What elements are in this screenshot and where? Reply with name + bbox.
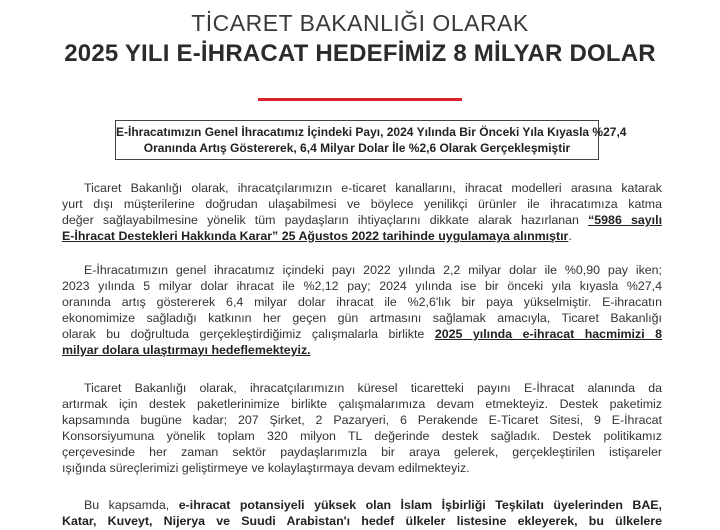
paragraph-text: olarak bu doğrultuda gerçekleştirdiğimiz çalışmalarla birlikte [62, 327, 435, 341]
paragraph-line: artırmak için destek paketlerinimize birlikte çalışmalarımıza devam etmekteyiz. Destek paketimiz [62, 397, 662, 411]
target-countries-highlight: e-ihracat potansiyeli yüksek olan İslam İşbirliği Teşkilatı üyelerinden BAE, [178, 498, 662, 512]
summary-box [115, 120, 627, 160]
target-highlight: 2025 yılında e-ihracat hacmimizi 8 [434, 327, 663, 341]
paragraph-line: ekonomimize sağladığı katkının her geçen gün artmasını sağlamak amacıyla, Ticaret Bakanlığı [62, 311, 662, 325]
paragraph-line: çerçevesinde her zaman sektör paydaşlarımızla bir araya gelerek, gerçekleştirilen istişareler [62, 445, 662, 459]
paragraph-1 [62, 180, 662, 244]
paragraph-4 [62, 497, 662, 529]
summary-line: Oranında Artış Göstererek, 6,4 Milyar Dolar İle %2,6 Olarak Gerçekleşmiştir [143, 141, 571, 155]
paragraph-line [62, 326, 662, 342]
page-subtitle: 2025 YILI E-İHRACAT HEDEFİMİZ 8 MİLYAR DOLAR [64, 40, 656, 67]
summary-line: E-İhracatımızın Genel İhracatımız İçindeki Payı, 2024 Yılında Bir Önceki Yıla Kıyasla %27,4 [116, 125, 627, 139]
decision-reference: E-İhracat Destekleri Hakkında Karar” 25 Ağustos 2022 tarihinde uygulamaya alınmıştır [62, 229, 569, 243]
paragraph-line: 2023 yılında 5 milyar dolar ihracat ile %2,12 pay; 2024 yılında ise bir önceki yıla kıyasla %27,4 [62, 279, 662, 293]
title-divider [258, 98, 462, 101]
paragraph-line [62, 228, 662, 244]
paragraph-text: . [568, 229, 572, 243]
paragraph-text: Bu kapsamda, [84, 498, 179, 512]
paragraph-line: oranında artış göstererek 6,4 milyar dolar ihracat ile %2,6'lık bir paya yükselmiştir. E-ihracatın [62, 295, 662, 309]
paragraph-line [62, 513, 662, 529]
page-title: TİCARET BAKANLIĞI OLARAK [191, 10, 529, 36]
paragraph-line: ışığında süreçlerimizi geliştirmeye ve kolaylaştırmaya devam edilmekteyiz. [62, 461, 470, 475]
paragraph-line: yurt dışı müşterilerine doğrudan ulaşabilmesi ve böylece yenilikçi ürünler ile ihracatımıza katma [62, 197, 662, 211]
paragraph-3 [62, 380, 662, 476]
paragraph-line [62, 497, 662, 513]
paragraph-line: Ticaret Bakanlığı olarak, ihracatçılarımızın küresel ticaretteki payını E-İhracat alanında da [84, 381, 662, 395]
paragraph-line [62, 212, 662, 228]
paragraph-line [62, 342, 662, 358]
target-countries-highlight: Katar, Kuveyt, Nijerya ve Suudi Arabistan'ı hedef ülkeler listesine ekleyerek, bu ülkelere [62, 514, 662, 528]
paragraph-line: Ticaret Bakanlığı olarak, ihracatçılarımızın e-ticaret kanallarını, ihracat modelleri arasına katarak [84, 181, 662, 195]
paragraph-line: Konsorsiyumuna yönelik toplam 320 milyon TL değerinde destek sağladık. Destek politikamız [62, 429, 662, 443]
target-highlight: milyar dolara ulaştırmayı hedeflemekteyiz. [62, 343, 311, 357]
paragraph-line: E-İhracatımızın genel ihracatımız içindeki payı 2022 yılında 2,2 milyar dolar ile %0,90 pay iken; [84, 263, 662, 277]
paragraph-2 [62, 262, 662, 358]
paragraph-line: kapsamında bugüne kadar; 207 Şirket, 2 Pazaryeri, 6 Perakende E-Ticaret Sitesi, 9 E-İhracat [62, 413, 662, 427]
paragraph-text: değer sağlayabilmesine yönelik tüm paydaşların ihtiyaçlarını dikkate alarak hazırlanan [62, 213, 589, 227]
decision-reference: “5986 sayılı [588, 213, 663, 227]
